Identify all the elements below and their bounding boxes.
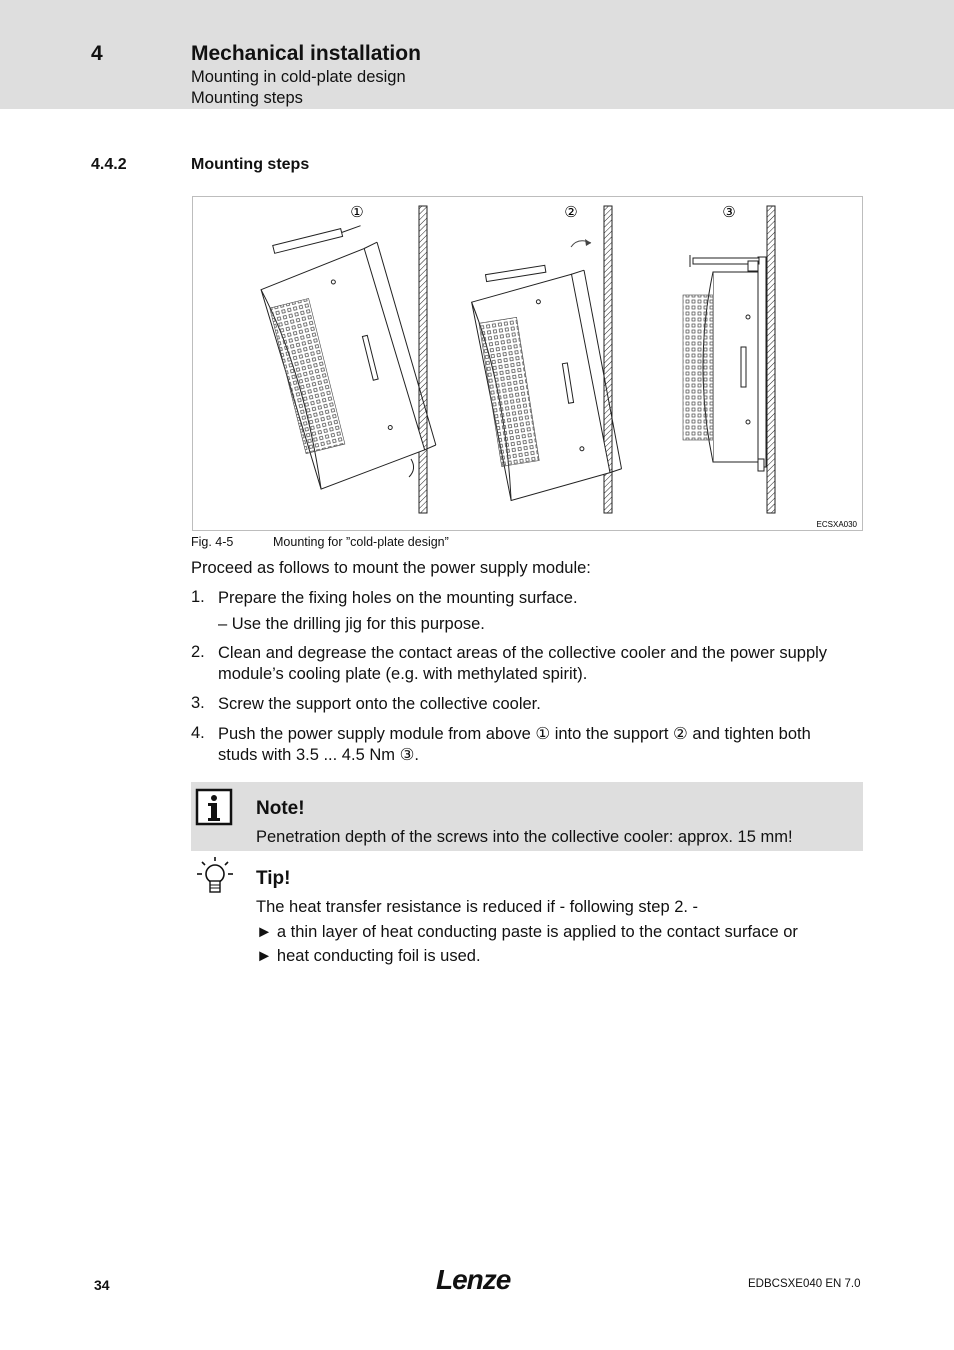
step-number-2: 2. bbox=[191, 643, 205, 661]
step-text-1: Prepare the fixing holes on the mounting surface. bbox=[218, 589, 578, 607]
step-number-4: 4. bbox=[191, 724, 205, 742]
step-text-3: Screw the support onto the collective cooler. bbox=[218, 695, 541, 713]
module-step-1 bbox=[251, 219, 439, 492]
section-title: Mounting steps bbox=[191, 156, 310, 173]
step-text-2-line2: module’s cooling plate (e.g. with methylated spirit). bbox=[218, 665, 588, 683]
step-marker-3: ③ bbox=[722, 203, 736, 221]
chapter-number: 4 bbox=[91, 42, 103, 65]
chapter-title: Mechanical installation bbox=[191, 42, 421, 65]
header-subtitle-2: Mounting steps bbox=[191, 89, 303, 107]
lenze-logo: Lenze bbox=[436, 1264, 511, 1295]
wall-1 bbox=[419, 206, 427, 513]
mounting-drawing bbox=[193, 197, 864, 532]
figure-label: Fig. 4-5 bbox=[191, 535, 234, 549]
wall-3 bbox=[767, 206, 775, 513]
module-step-3 bbox=[683, 255, 766, 471]
step-number-1: 1. bbox=[191, 588, 205, 606]
section-number: 4.4.2 bbox=[91, 156, 127, 173]
drawing-id: ECSXA030 bbox=[816, 520, 857, 529]
step-text-4-line2: studs with 3.5 ... 4.5 Nm ③. bbox=[218, 746, 419, 764]
header-subtitle: Mounting in cold-plate design bbox=[191, 68, 406, 86]
step-text-4: Push the power supply module from above ① into the support ② and tighten both bbox=[218, 725, 811, 743]
tip-title: Tip! bbox=[256, 868, 291, 889]
figure-caption: Mounting for ”cold-plate design” bbox=[273, 535, 449, 549]
tip-bullet-2: ► heat conducting foil is used. bbox=[256, 947, 481, 965]
step-text-2: Clean and degrease the contact areas of the collective cooler and the power supply bbox=[218, 644, 828, 662]
note-title: Note! bbox=[256, 798, 305, 819]
mounting-figure bbox=[192, 196, 863, 531]
lightbulb-icon bbox=[194, 855, 238, 899]
module-step-2 bbox=[468, 258, 624, 501]
step-subtext-1: – Use the drilling jig for this purpose. bbox=[218, 615, 485, 633]
intro-text: Proceed as follows to mount the power supply module: bbox=[191, 559, 591, 577]
tip-bullet-1: ► a thin layer of heat conducting paste is applied to the contact surface or bbox=[256, 923, 798, 941]
step-number-3: 3. bbox=[191, 694, 205, 712]
page-number: 34 bbox=[94, 1277, 110, 1293]
note-text: Penetration depth of the screws into the collective cooler: approx. 15 mm! bbox=[256, 828, 793, 846]
document-id: EDBCSXE040 EN 7.0 bbox=[748, 1278, 861, 1290]
tip-text: The heat transfer resistance is reduced if - following step 2. - bbox=[256, 898, 699, 916]
info-icon bbox=[195, 788, 235, 828]
step-marker-1: ① bbox=[350, 203, 364, 221]
page-header bbox=[0, 0, 954, 109]
step-marker-2: ② bbox=[564, 203, 578, 221]
